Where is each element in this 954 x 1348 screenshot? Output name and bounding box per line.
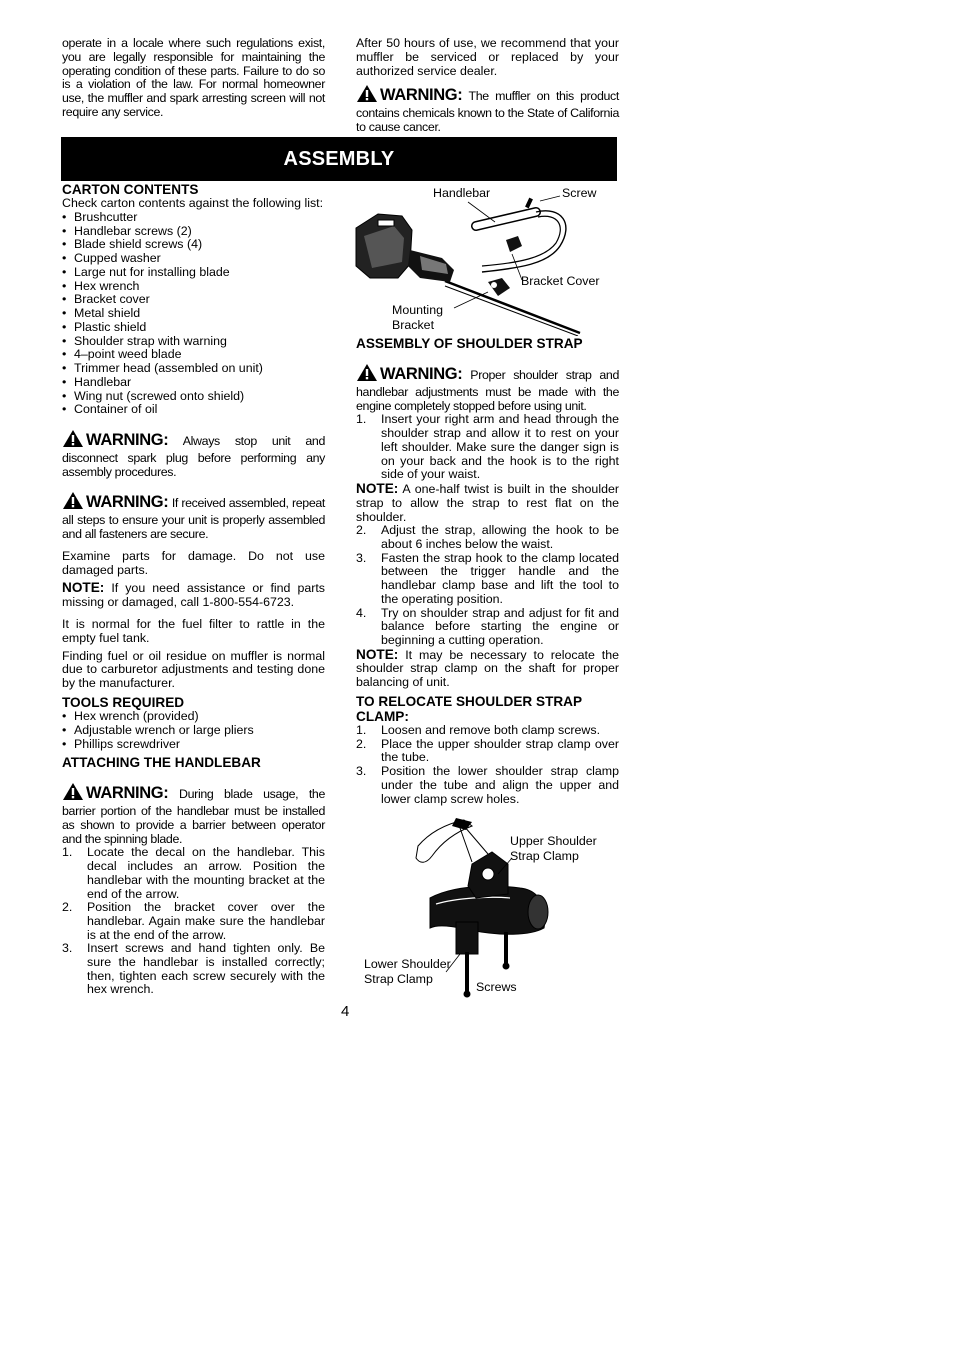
list-item: • Brushcutter (62, 211, 325, 225)
strap-steps-b (356, 524, 619, 647)
note-assistance (62, 581, 325, 610)
warning-received-assembled (62, 491, 325, 541)
list-item: • Wing nut (screwed onto shield) (62, 390, 325, 404)
list-item: • Plastic shield (62, 321, 325, 335)
upper-clamp-label-line1: Upper Shoulder (510, 834, 597, 848)
step-number: 3. (356, 764, 367, 779)
list-item: • Hex wrench (62, 280, 325, 294)
warning-triangle-icon (356, 363, 378, 386)
step-item (62, 942, 325, 997)
step-number: 1. (356, 723, 367, 738)
left-column (62, 182, 325, 997)
screws-label: Screws (476, 980, 517, 994)
step-item (356, 552, 619, 607)
lower-clamp-label-line2: Strap Clamp (364, 972, 433, 986)
upper-clamp-label-line2: Strap Clamp (510, 849, 579, 863)
step-item (356, 738, 619, 765)
list-item: • Large nut for installing blade (62, 266, 325, 280)
step-text: Loosen and remove both clamp screws. (381, 723, 601, 738)
warning-text: If received assembled, repeat all steps to ensure your unit is properly assembled and all fasteners are secure. (62, 496, 325, 542)
list-item: • Bracket cover (62, 293, 325, 307)
note-label: NOTE: (356, 480, 399, 496)
handlebar-label: Handlebar (433, 186, 491, 200)
tools-list (62, 710, 325, 751)
warning-stop-unit (62, 429, 325, 479)
carton-contents-list (62, 211, 325, 417)
warning-text: Always stop unit and disconnect spark plug before performing any assembly procedures. (62, 434, 325, 479)
warning-label: WARNING: (86, 431, 169, 450)
muffler-section (356, 37, 619, 135)
step-number: 2. (62, 900, 73, 915)
mounting-bracket-label-line1: Mounting (392, 303, 443, 317)
list-item: • Hex wrench (provided) (62, 710, 325, 724)
warning-triangle-icon (62, 429, 84, 452)
list-item: • Handlebar screws (2) (62, 225, 325, 239)
handlebar-figure (350, 186, 620, 336)
clamp-figure (360, 812, 620, 1002)
step-text: Place the upper shoulder strap clamp over the tube. (381, 736, 619, 765)
warning-text: During blade usage, the barrier portion of the handlebar must be installed as shown to provide a barrier between operator and the spinning blade. (62, 787, 325, 846)
step-item (62, 901, 325, 942)
step-number: 4. (356, 605, 367, 620)
list-item: • Handlebar (62, 376, 325, 390)
right-column (356, 336, 619, 806)
step-text: Insert your right arm and head through the shoulder strap and allow it to rest on your left shoulder. Make sure the danger sign is on your back and the hook is to the right side of your waist. (381, 412, 619, 482)
carton-intro: Check carton contents against the following list: (62, 196, 324, 210)
step-number: 1. (62, 845, 73, 860)
step-item (62, 846, 325, 901)
list-item: • Container of oil (62, 403, 325, 417)
strap-steps-a (356, 413, 619, 482)
warning-label: WARNING: (86, 784, 169, 803)
warning-text: Proper shoulder strap and handlebar adjustments must be made with the engine completely stopped before using unit. (356, 368, 619, 413)
mounting-bracket-label-line2: Bracket (392, 318, 435, 332)
step-text: Try on shoulder strap and adjust for fit and balance before starting the engine or beginning a cutting operation. (381, 605, 619, 647)
screw-label: Screw (562, 186, 597, 200)
note-relocate (356, 648, 619, 690)
assembly-banner: ASSEMBLY (61, 137, 617, 181)
lower-clamp-label-line1: Lower Shoulder (364, 957, 451, 971)
warning-label: WARNING: (86, 493, 169, 512)
step-text: Insert screws and hand tighten only. Be sure the handlebar is installed correctly; then, tighten each screw securely with the hex wrench. (87, 941, 325, 997)
attaching-handlebar-heading: ATTACHING THE HANDLEBAR (62, 755, 261, 771)
relocate-heading-line2: CLAMP: (356, 709, 409, 725)
step-item (356, 524, 619, 551)
bracket-cover-label: Bracket Cover (521, 274, 600, 288)
tools-required-heading: TOOLS REQUIRED (62, 695, 185, 710)
note-label: NOTE: (356, 646, 399, 662)
list-item: • Cupped washer (62, 252, 325, 266)
warning-triangle-icon (356, 84, 378, 107)
relocate-heading-line1: TO RELOCATE SHOULDER STRAP (356, 694, 583, 710)
step-number: 1. (356, 412, 367, 427)
note-half-twist (356, 482, 619, 524)
relocate-steps (356, 724, 619, 806)
intro-continuation (62, 37, 325, 120)
carton-contents-heading: CARTON CONTENTS (62, 182, 199, 197)
list-item: • Phillips screwdriver (62, 738, 325, 752)
list-item: • Metal shield (62, 307, 325, 321)
list-item: • 4–point weed blade (62, 348, 325, 362)
step-text: Position the lower shoulder strap clamp under the tube and align the upper and lower clamp screw holes. (381, 764, 619, 806)
step-number: 3. (356, 550, 367, 565)
warning-label: WARNING: (380, 86, 463, 105)
step-text: Position the bracket cover over the handlebar. Again make sure the handlebar is at the end of the arrow. (87, 900, 325, 942)
step-number: 3. (62, 941, 73, 956)
step-item (356, 607, 619, 648)
note-text: It may be necessary to relocate the shoulder strap clamp on the shaft for proper balancing of unit. (356, 647, 619, 690)
step-text: Locate the decal on the handlebar. This decal includes an arrow. Position the handlebar with the mounting bracket at the end of the arrow. (87, 845, 325, 901)
fuel-filter-note: It is normal for the fuel filter to rattle in the empty fuel tank. (62, 617, 325, 645)
note-label: NOTE: (62, 580, 105, 596)
examine-parts: Examine parts for damage. Do not use damaged parts. (62, 548, 325, 577)
warning-blade-usage (62, 782, 325, 846)
muffler-service-paragraph: After 50 hours of use, we recommend that your muffler be serviced or replaced by your authorized service dealer. (356, 36, 619, 78)
step-number: 2. (356, 523, 367, 538)
handlebar-steps (62, 846, 325, 997)
step-text: Fasten the strap hook to the clamp located between the trigger handle and the handlebar clamp base and lift the tool to the operating position. (381, 550, 619, 606)
regulation-paragraph: operate in a locale where such regulations exist, you are legally responsible for maintaining the operating condition of these parts. Failure to do so is a violation of the law. For normal homeowner use, the muffler and spark arresting screen will not require any service. (62, 36, 325, 119)
step-item (356, 724, 619, 738)
handlebar-illustration (350, 186, 620, 336)
warning-triangle-icon (62, 782, 84, 805)
note-text: If you need assistance or find parts missing or damaged, call 1-800-554-6723. (62, 581, 325, 610)
residue-note: Finding fuel or oil residue on muffler is normal due to carburetor adjustments and testing done by the manufacturer. (62, 648, 325, 691)
shoulder-strap-heading: ASSEMBLY OF SHOULDER STRAP (356, 336, 583, 351)
step-number: 2. (356, 736, 367, 751)
step-item (356, 765, 619, 806)
warning-shoulder-strap (356, 363, 619, 413)
list-item: • Trimmer head (assembled on unit) (62, 362, 325, 376)
step-text: Adjust the strap, allowing the hook to be about 6 inches below the waist. (381, 523, 619, 551)
warning-triangle-icon (62, 491, 84, 514)
warning-label: WARNING: (380, 365, 463, 383)
warning-text: The muffler on this product contains chemicals known to the State of California to cause cancer. (356, 89, 619, 134)
page-number: 4 (341, 1003, 350, 1020)
note-text: A one-half twist is built in the shoulder strap to allow the strap to rest flat on the shoulder. (356, 481, 619, 524)
muffler-warning (356, 84, 619, 134)
list-item: • Adjustable wrench or large pliers (62, 724, 325, 738)
step-item (356, 413, 619, 482)
list-item: • Blade shield screws (4) (62, 238, 325, 252)
list-item: • Shoulder strap with warning (62, 335, 325, 349)
